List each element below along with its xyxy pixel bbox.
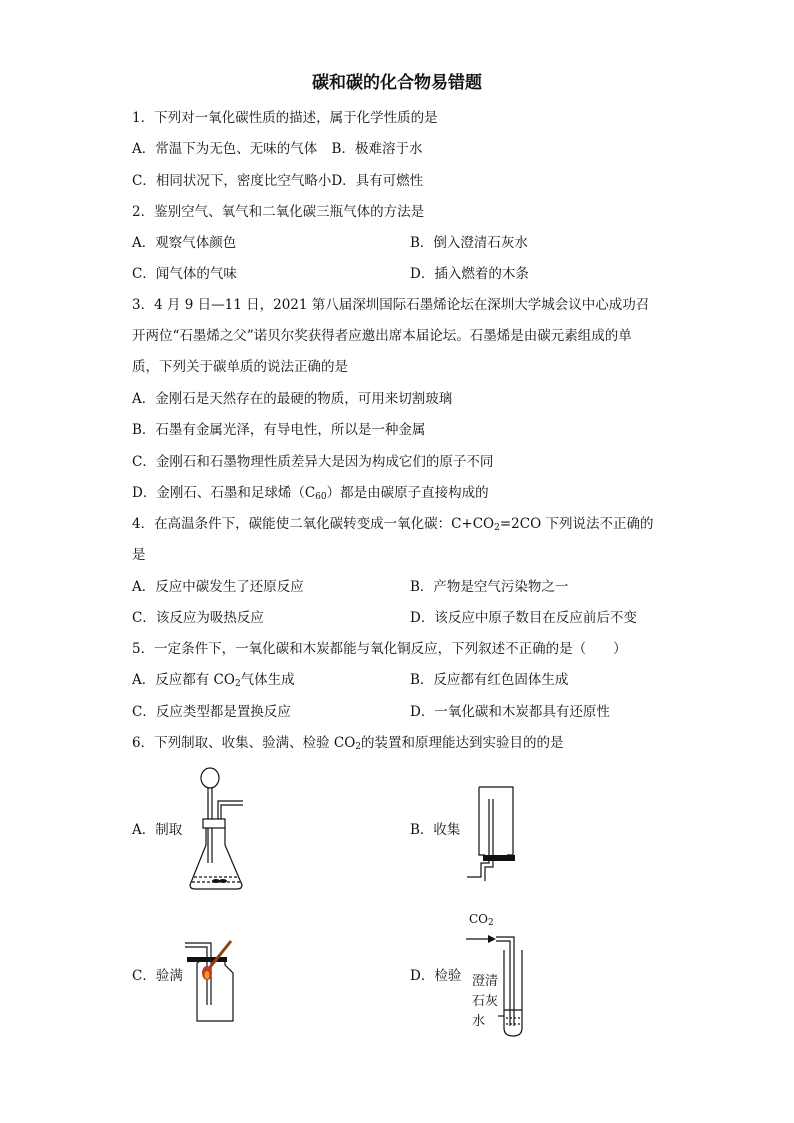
- q3-option-d[interactable]: [132, 483, 489, 507]
- q4-option-c[interactable]: C．该反应为吸热反应: [132, 610, 264, 626]
- q6-option-a[interactable]: A．制取: [132, 822, 183, 838]
- q5-option-a-sub: 2: [234, 679, 241, 689]
- q3-option-d-post: ）都是由碳原子直接构成的: [326, 485, 489, 501]
- q4-stem-line2: 是: [132, 547, 146, 563]
- q1-option-d-text: D．具有可燃性: [331, 173, 424, 189]
- q3-option-c[interactable]: C．金刚石和石墨物理性质差异大是因为构成它们的原子不同: [132, 454, 494, 470]
- q4-option-a[interactable]: A．反应中碳发生了还原反应: [132, 579, 304, 595]
- q6-stem-pre: 6．下列制取、收集、验满、检验 CO: [132, 735, 356, 751]
- q3-option-d-pre: D．金刚石、石墨和足球烯（C: [132, 485, 316, 501]
- q4-option-b[interactable]: B．产物是空气污染物之一: [410, 579, 569, 595]
- q3-stem-line3: 质，下列关于碳单质的说法正确的是: [132, 359, 348, 375]
- q6-stem-post: 的装置和原理能达到实验目的的是: [361, 735, 564, 751]
- q4-stem-pre: 4．在高温条件下，碳能使二氧化碳转变成一氧化碳：C+CO: [132, 516, 495, 532]
- q2-option-d[interactable]: D．插入燃着的木条: [410, 266, 529, 282]
- q5-option-a[interactable]: [132, 670, 295, 694]
- q2-option-b[interactable]: B．倒入澄清石灰水: [410, 235, 528, 251]
- q6-option-b[interactable]: B．收集: [410, 822, 461, 838]
- q5-stem: 5．一定条件下，一氧化碳和木炭都能与氧化铜反应，下列叙述不正确的是（ ）: [132, 641, 627, 657]
- q4-stem: [132, 514, 653, 538]
- q6-d-limewater-label: [472, 972, 498, 1032]
- q1-option-b-text: B．极难溶于水: [331, 141, 423, 157]
- q6-b-gas-jar-figure: [465, 785, 525, 880]
- q4-option-d[interactable]: D．该反应中原子数目在反应前后不变: [410, 610, 637, 626]
- q2-option-c[interactable]: C．闻气体的气味: [132, 266, 237, 282]
- q5-option-a-pre: A．反应都有 CO: [132, 672, 235, 688]
- q1-stem: 1．下列对一氧化碳性质的描述，属于化学性质的是: [132, 110, 438, 126]
- q2-option-a[interactable]: A．观察气体颜色: [132, 235, 237, 251]
- q6-d-arrow-icon: [466, 934, 496, 944]
- q3-option-b[interactable]: B．石墨有金属光泽，有导电性，所以是一种金属: [132, 422, 426, 438]
- q6-d-gas-label: [469, 912, 494, 928]
- q6-d-label-line1: 澄清: [472, 974, 499, 989]
- q6-d-gas-sub: 2: [488, 918, 494, 928]
- q6-d-label-line2: 石灰: [472, 994, 499, 1009]
- q4-stem-post: =2CO 下列说法不正确的: [499, 516, 654, 532]
- page-title: 碳和碳的化合物易错题: [312, 73, 482, 93]
- q5-option-b[interactable]: B．反应都有红色固体生成: [410, 672, 569, 688]
- q4-stem-sub: 2: [494, 523, 500, 533]
- q2-stem: 2．鉴别空气、氧气和二氧化碳三瓶气体的方法是: [132, 204, 425, 220]
- q3-option-a[interactable]: A．金刚石是天然存在的最硬的物质，可用来切割玻璃: [132, 391, 453, 407]
- q6-a-flask-apparatus-figure: [185, 765, 255, 893]
- q1-option-c-text: C．相同状况下，密度比空气略小: [132, 173, 332, 189]
- q1-option-a-text: A．常温下为无色、无味的气体: [132, 141, 318, 157]
- q6-option-c[interactable]: C．验满: [132, 968, 183, 984]
- q1-option-c[interactable]: [132, 171, 423, 191]
- q5-option-d[interactable]: D．一氧化碳和木炭都具有还原性: [410, 704, 610, 720]
- q3-stem-line1: 3．4 月 9 日—11 日，2021 第八届深圳国际石墨烯论坛在深圳大学城会议中心成功召: [132, 297, 650, 313]
- q6-stem-sub: 2: [355, 742, 362, 752]
- q6-d-gas-text: CO: [469, 912, 489, 926]
- q6-c-burning-splint-figure: [183, 935, 253, 1027]
- q5-option-c[interactable]: C．反应类型都是置换反应: [132, 704, 291, 720]
- q6-stem: [132, 733, 564, 757]
- q1-option-a[interactable]: [132, 139, 422, 159]
- q5-option-a-post: 气体生成: [240, 672, 295, 688]
- q3-option-d-sub: 60: [315, 492, 327, 502]
- q6-d-label-line3: 水: [472, 1014, 486, 1029]
- q6-option-d[interactable]: D．检验: [410, 968, 462, 984]
- q3-stem-line2: 开两位“石墨烯之父”诺贝尔奖获得者应邀出席本届论坛。石墨烯是由碳元素组成的单: [132, 328, 632, 344]
- q6-d-test-tube-figure: [496, 930, 536, 1040]
